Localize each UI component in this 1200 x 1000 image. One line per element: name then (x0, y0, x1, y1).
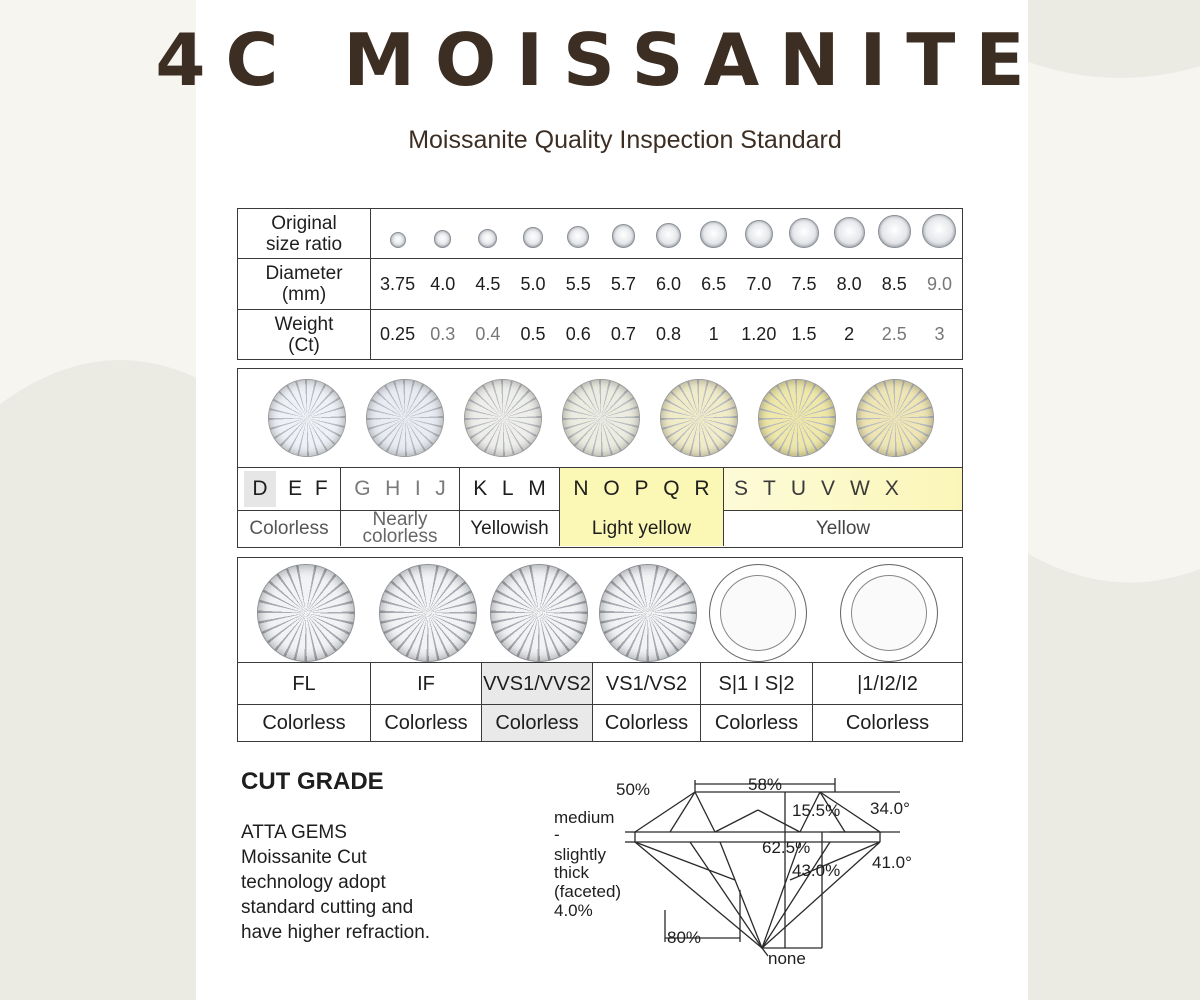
clarity-grade-cell: VS1/VS2 (593, 663, 701, 705)
letter-group-yellowish (460, 468, 560, 510)
cut-text-line: have higher refraction. (241, 922, 431, 943)
size-stone-cell (781, 214, 826, 254)
weight-value: 1.20 (741, 324, 777, 344)
clarity-sample-diamond-icon (840, 564, 938, 662)
color-sample-diamond-icon (562, 379, 640, 457)
letter-j: J (435, 477, 446, 500)
clarity-color-cell: Colorless (593, 705, 701, 741)
color-grade-panel (237, 368, 963, 548)
letter-e: E (288, 477, 303, 500)
crown-depth-label: 15.5% (792, 801, 841, 820)
size-stone-cell (691, 214, 736, 254)
letter-f: F (314, 477, 328, 500)
weight-label-line1: Weight (274, 313, 334, 335)
clarity-sample-diamond-icon (257, 564, 355, 662)
letter-o: O (603, 477, 620, 500)
weight-value: 0.3 (430, 324, 456, 344)
color-label-row (238, 510, 962, 546)
letter-h: H (385, 477, 401, 500)
diamond-icon (745, 220, 773, 248)
letter-group-colorless (238, 468, 341, 510)
clarity-grade-panel (237, 557, 963, 742)
weight-value: 3 (934, 324, 945, 344)
letter-l: L (501, 477, 514, 500)
label-light-yellow: Light yellow (560, 510, 724, 546)
diameter-values (371, 259, 962, 309)
letter-group-nearly-colorless (341, 468, 460, 510)
letter-group-light-yellow (560, 468, 724, 510)
size-stone-cell (827, 214, 872, 254)
letter-r: R (694, 477, 710, 500)
cut-text-line: standard cutting and (241, 897, 414, 918)
letter-t: T (763, 477, 776, 500)
letter-g: G (354, 477, 371, 500)
clarity-sample-diamond-icon (709, 564, 807, 662)
size-ratio-label-line1: Original (271, 212, 337, 234)
clarity-color-row (238, 704, 962, 741)
diameter-value: 9.0 (926, 273, 952, 294)
crown-height-label: 50% (616, 780, 651, 799)
diameter-value: 5.7 (610, 273, 636, 294)
color-sample-diamond-icon (464, 379, 542, 457)
diamond-icon (878, 215, 911, 248)
size-stone-cell (510, 214, 555, 254)
table-label: 58% (748, 775, 783, 794)
total-depth-label: 62.5% (762, 838, 811, 857)
size-stone-cell (420, 214, 465, 254)
diameter-value: 7.0 (746, 273, 772, 294)
pavilion-depth-label: 43.0% (792, 861, 841, 880)
diamond-icon (789, 218, 819, 248)
pavilion-angle-label: 41.0° (872, 853, 912, 872)
diameter-value: 7.5 (791, 273, 817, 294)
girdle-label-2: - (554, 825, 560, 844)
diameter-value: 3.75 (380, 273, 416, 294)
letter-s: S (734, 477, 749, 500)
letter-k: K (473, 477, 488, 500)
label-colorless: Colorless (238, 510, 341, 546)
diameter-value: 4.0 (430, 273, 456, 294)
letter-d: D (244, 471, 275, 507)
diameter-label-line2: (mm) (281, 284, 327, 305)
clarity-grade-row (238, 662, 962, 705)
size-stones (371, 209, 962, 258)
page-subtitle: Moissanite Quality Inspection Standard (408, 126, 842, 154)
size-stone-cell (646, 214, 691, 254)
size-stone-cell (917, 214, 962, 254)
label-yellowish: Yellowish (460, 510, 560, 546)
girdle-label-4: thick (554, 863, 589, 882)
weight-row (238, 310, 963, 360)
weight-value: 1.5 (791, 324, 817, 344)
size-stone-cell (872, 214, 917, 254)
clarity-color-cell: Colorless (482, 705, 593, 741)
weight-values (371, 310, 962, 359)
diamond-icon (478, 229, 497, 248)
color-sample-diamond-icon (660, 379, 738, 457)
weight-value: 0.7 (610, 324, 636, 344)
cut-text-line: Moissanite Cut (241, 847, 367, 868)
clarity-sample-diamond-icon (599, 564, 697, 662)
diameter-value: 5.0 (520, 273, 546, 294)
diameter-row (238, 259, 963, 310)
clarity-grade-cell: VVS1/VVS2 (482, 663, 593, 705)
size-ratio-label (238, 209, 371, 259)
color-sample-diamond-icon (268, 379, 346, 457)
diamond-icon (834, 217, 865, 248)
weight-value: 0.4 (475, 324, 501, 344)
color-sample-diamond-icon (856, 379, 934, 457)
diameter-value: 6.0 (656, 273, 682, 294)
diameter-value: 4.5 (475, 273, 501, 294)
diamond-icon (390, 232, 406, 248)
size-ratio-row (238, 209, 963, 259)
size-table (237, 208, 963, 360)
size-stone-cell (375, 214, 420, 254)
diamond-icon (523, 227, 544, 248)
weight-value: 0.5 (520, 324, 546, 344)
diameter-label (238, 259, 371, 310)
girdle-label-3: slightly (554, 845, 606, 864)
clarity-color-cell: Colorless (238, 705, 371, 741)
letter-n: N (573, 477, 589, 500)
girdle-label-5: (faceted) (554, 882, 622, 901)
lower-half-label: 80% (667, 928, 702, 947)
weight-value: 1 (708, 324, 719, 344)
diameter-value: 6.5 (701, 273, 727, 294)
cut-grade-title: CUT GRADE (241, 768, 384, 795)
diamond-icon (612, 224, 636, 248)
letter-i: I (414, 477, 421, 500)
letter-q: Q (663, 477, 680, 500)
size-stone-cell (736, 214, 781, 254)
label-nearly-colorless: Nearly colorless (341, 510, 460, 546)
weight-label-line2: (Ct) (288, 334, 320, 356)
diameter-value: 5.5 (565, 273, 591, 294)
crown-angle-label: 34.0° (870, 799, 910, 818)
clarity-sample-diamond-icon (490, 564, 588, 662)
diameter-label-line1: Diameter (265, 263, 343, 284)
cut-text-line: ATTA GEMS (241, 822, 347, 843)
diameter-value: 8.0 (836, 273, 862, 294)
cut-proportion-diagram (540, 770, 940, 970)
size-stone-cell (601, 214, 646, 254)
color-letter-row (238, 467, 962, 511)
weight-value: 2.5 (881, 324, 907, 344)
letter-x: X (884, 477, 899, 500)
size-stone-cell (465, 214, 510, 254)
clarity-grade-cell: |1/I2/I2 (857, 672, 918, 695)
weight-label (238, 310, 371, 360)
diamond-icon (567, 226, 589, 248)
diameter-value: 8.5 (881, 273, 907, 294)
size-stone-cell (556, 214, 601, 254)
clarity-grade-cell: FL (238, 663, 371, 705)
clarity-sample-diamond-icon (379, 564, 477, 662)
weight-value: 0.8 (656, 324, 682, 344)
culet-label: none (768, 949, 806, 968)
size-ratio-label-line2: size ratio (265, 233, 343, 255)
letter-v: V (821, 477, 836, 500)
clarity-grade-cell: S|1 I S|2 (701, 663, 813, 705)
label-yellow: Yellow (815, 517, 871, 539)
cut-grade-description (241, 820, 471, 945)
clarity-color-cell: Colorless (845, 711, 930, 734)
cut-text-line: technology adopt (241, 872, 386, 893)
letter-u: U (790, 477, 807, 500)
color-sample-diamond-icon (758, 379, 836, 457)
letter-p: P (634, 477, 649, 500)
diamond-icon (700, 221, 727, 248)
letter-group-yellow (724, 468, 962, 510)
weight-value: 2 (844, 324, 855, 344)
page-title: 4C MOISSANITE (155, 18, 1045, 102)
diamond-icon (434, 230, 452, 248)
clarity-color-cell: Colorless (371, 705, 482, 741)
girdle-label-6: 4.0% (554, 901, 593, 920)
letter-w: W (850, 477, 870, 500)
weight-value: 0.6 (565, 324, 591, 344)
weight-value: 0.25 (380, 324, 416, 344)
letter-m: M (528, 477, 546, 500)
color-sample-diamond-icon (366, 379, 444, 457)
diamond-icon (656, 223, 681, 248)
girdle-label-1: medium (554, 808, 615, 827)
diamond-icon (922, 214, 956, 248)
clarity-color-cell: Colorless (701, 705, 813, 741)
clarity-grade-cell: IF (371, 663, 482, 705)
